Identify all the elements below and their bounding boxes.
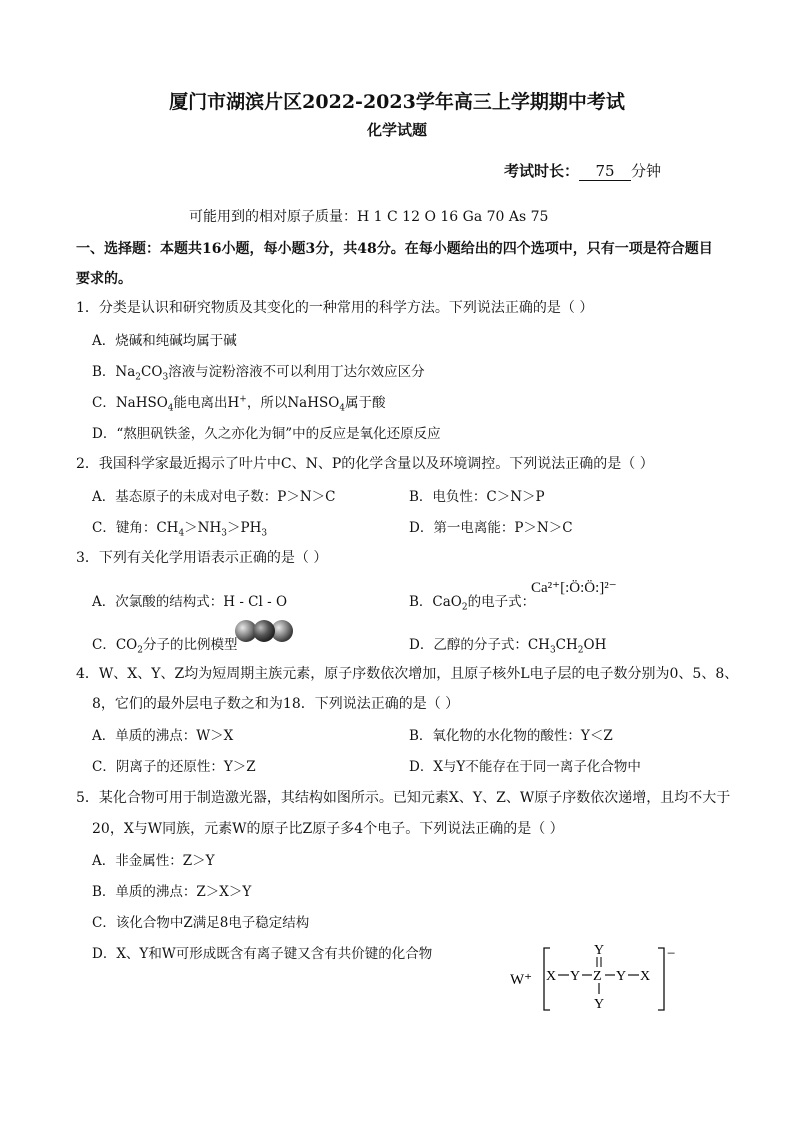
- q3-c-text: C．CO: [92, 637, 138, 653]
- q2-c-text: C．键角：CH: [92, 520, 179, 536]
- q3-d-text: CH: [555, 637, 578, 653]
- q5-option-c: C．该化合物中Z满足8电子稳定结构: [92, 915, 310, 931]
- q3-d-sub: 3: [549, 645, 556, 656]
- q4-option-c: C．阴离子的还原性：Y＞Z: [92, 759, 256, 775]
- q3-option-a: A．次氯酸的结构式：H - Cl - O: [92, 594, 288, 610]
- q2-stem: 2．我国科学家最近揭示了叶片中C、N、P的化学含量以及环境调控。下列说法正确的是（ ）: [76, 456, 654, 472]
- q2-c-sub: 4: [178, 528, 185, 539]
- q3-option-c: [92, 633, 237, 656]
- q3-stem: 3．下列有关化学用语表示正确的是（ ）: [76, 550, 328, 566]
- q3-option-b: [409, 590, 535, 613]
- q1-c-sub: 4: [167, 403, 174, 414]
- q3-d-text: OH: [583, 637, 607, 653]
- exam-subtitle: 化学试题: [366, 121, 427, 139]
- section-heading: 一、选择题：本题共16小题，每小题3分，共48分。在每小题给出的四个选项中，只有一项是符合题目要求的。: [76, 241, 713, 287]
- q1-c-sup: +: [239, 394, 247, 405]
- atom-y-bottom: Y: [594, 997, 605, 1012]
- q4-option-a: A．单质的沸点：W＞X: [92, 728, 234, 744]
- q2-c-text: ＞NH: [184, 520, 222, 536]
- atom-z: Z: [593, 969, 602, 984]
- q2-option-a: A．基态原子的未成对电子数：P＞N＞C: [92, 489, 336, 505]
- carbon-atom: [253, 620, 275, 642]
- exam-duration: [504, 160, 661, 181]
- q2-option-c: [92, 516, 267, 539]
- q3-c-text: 分子的比例模型: [142, 637, 238, 653]
- q1-option-a: A．烧碱和纯碱均属于碱: [92, 333, 237, 349]
- q3-b-text: 的电子式：: [467, 594, 536, 610]
- q3-d-sub: 2: [577, 645, 584, 656]
- atom-y2: Y: [616, 969, 627, 984]
- q5-option-a: A．非金属性：Z＞Y: [92, 853, 215, 869]
- q1-option-b: [92, 360, 425, 383]
- q2-c-text: ＞PH: [227, 520, 262, 536]
- q5-stem-line2: 20，X与W同族，元素W的原子比Z原子多4个电子。下列说法正确的是（ ）: [92, 821, 564, 837]
- q1-b-text: 溶液与淀粉溶液不可以利用丁达尔效应区分: [168, 364, 425, 380]
- q4-option-b: B．氧化物的水化物的酸性：Y＜Z: [409, 728, 613, 744]
- q4-stem-line1: 4．W、X、Y、Z均为短周期主族元素，原子序数依次增加，且原子核外L电子层的电子数分别为0、5、8、: [76, 666, 739, 682]
- q5-option-b: B．单质的沸点：Z＞X＞Y: [92, 884, 252, 900]
- q1-c-text: 能电离出H: [173, 395, 240, 411]
- q2-option-d: D．第一电离能：P＞N＞C: [409, 520, 573, 536]
- duration-value: 75: [579, 162, 631, 181]
- compound-structure-diagram: [508, 938, 676, 1014]
- atom-x2: X: [640, 969, 651, 984]
- q1-c-text: 属于酸: [345, 395, 386, 411]
- q1-c-text: C．NaHSO: [92, 395, 168, 411]
- q4-stem-line2: 8，它们的最外层电子数之和为18．下列说法正确的是（ ）: [92, 696, 460, 712]
- q3-c-sub: 2: [137, 645, 143, 656]
- q2-option-b: B．电负性：C＞N＞P: [409, 489, 545, 505]
- q1-b-text: B．Na: [92, 364, 136, 380]
- q1-b-sub: 2: [135, 372, 142, 383]
- q2-c-sub: 3: [261, 528, 268, 539]
- atom-x1: X: [546, 969, 557, 984]
- q3-option-d: [409, 633, 606, 656]
- q4-option-d: D．X与Y不能存在于同一离子化合物中: [409, 759, 641, 775]
- right-bracket: [658, 948, 664, 1010]
- q5-stem-line1: 5．某化合物可用于制造激光器，其结构如图所示。已知元素X、Y、Z、W原子序数依次递增，且均不大于: [76, 790, 731, 806]
- atom-y1: Y: [570, 969, 581, 984]
- q2-c-sub: 3: [221, 528, 227, 539]
- anion-charge: −: [667, 946, 676, 962]
- q3-d-text: D．乙醇的分子式：CH: [409, 637, 550, 653]
- q1-c-sub: 4: [339, 403, 346, 414]
- q1-c-text: ，所以NaHSO: [246, 395, 340, 411]
- cao2-electron-formula: Ca²⁺[:Ö:Ö:]²⁻: [531, 580, 617, 596]
- q3-b-sub: 2: [461, 602, 468, 613]
- exam-title: 厦门市湖滨片区2022-2023学年高三上学期期中考试: [169, 91, 625, 113]
- atom-y-top: Y: [594, 943, 605, 958]
- q1-b-text: CO: [141, 364, 163, 380]
- duration-unit: 分钟: [631, 162, 662, 180]
- cation-label: W⁺: [510, 972, 533, 988]
- co2-space-filling-model: [232, 617, 296, 645]
- q3-b-text: B．CaO: [409, 594, 462, 610]
- duration-label: 考试时长：: [504, 162, 580, 180]
- q5-option-d: D．X、Y和W可形成既含有离子键又含有共价键的化合物: [92, 946, 433, 962]
- q1-option-d: D．“熬胆矾铁釜，久之亦化为铜”中的反应是氧化还原反应: [92, 426, 441, 442]
- q1-stem: 1．分类是认识和研究物质及其变化的一种常用的科学方法。下列说法正确的是（ ）: [76, 300, 594, 316]
- q1-b-sub: 3: [162, 372, 169, 383]
- q1-option-c: [92, 391, 386, 414]
- atomic-masses: 可能用到的相对原子质量：H 1 C 12 O 16 Ga 70 As 75: [189, 209, 549, 225]
